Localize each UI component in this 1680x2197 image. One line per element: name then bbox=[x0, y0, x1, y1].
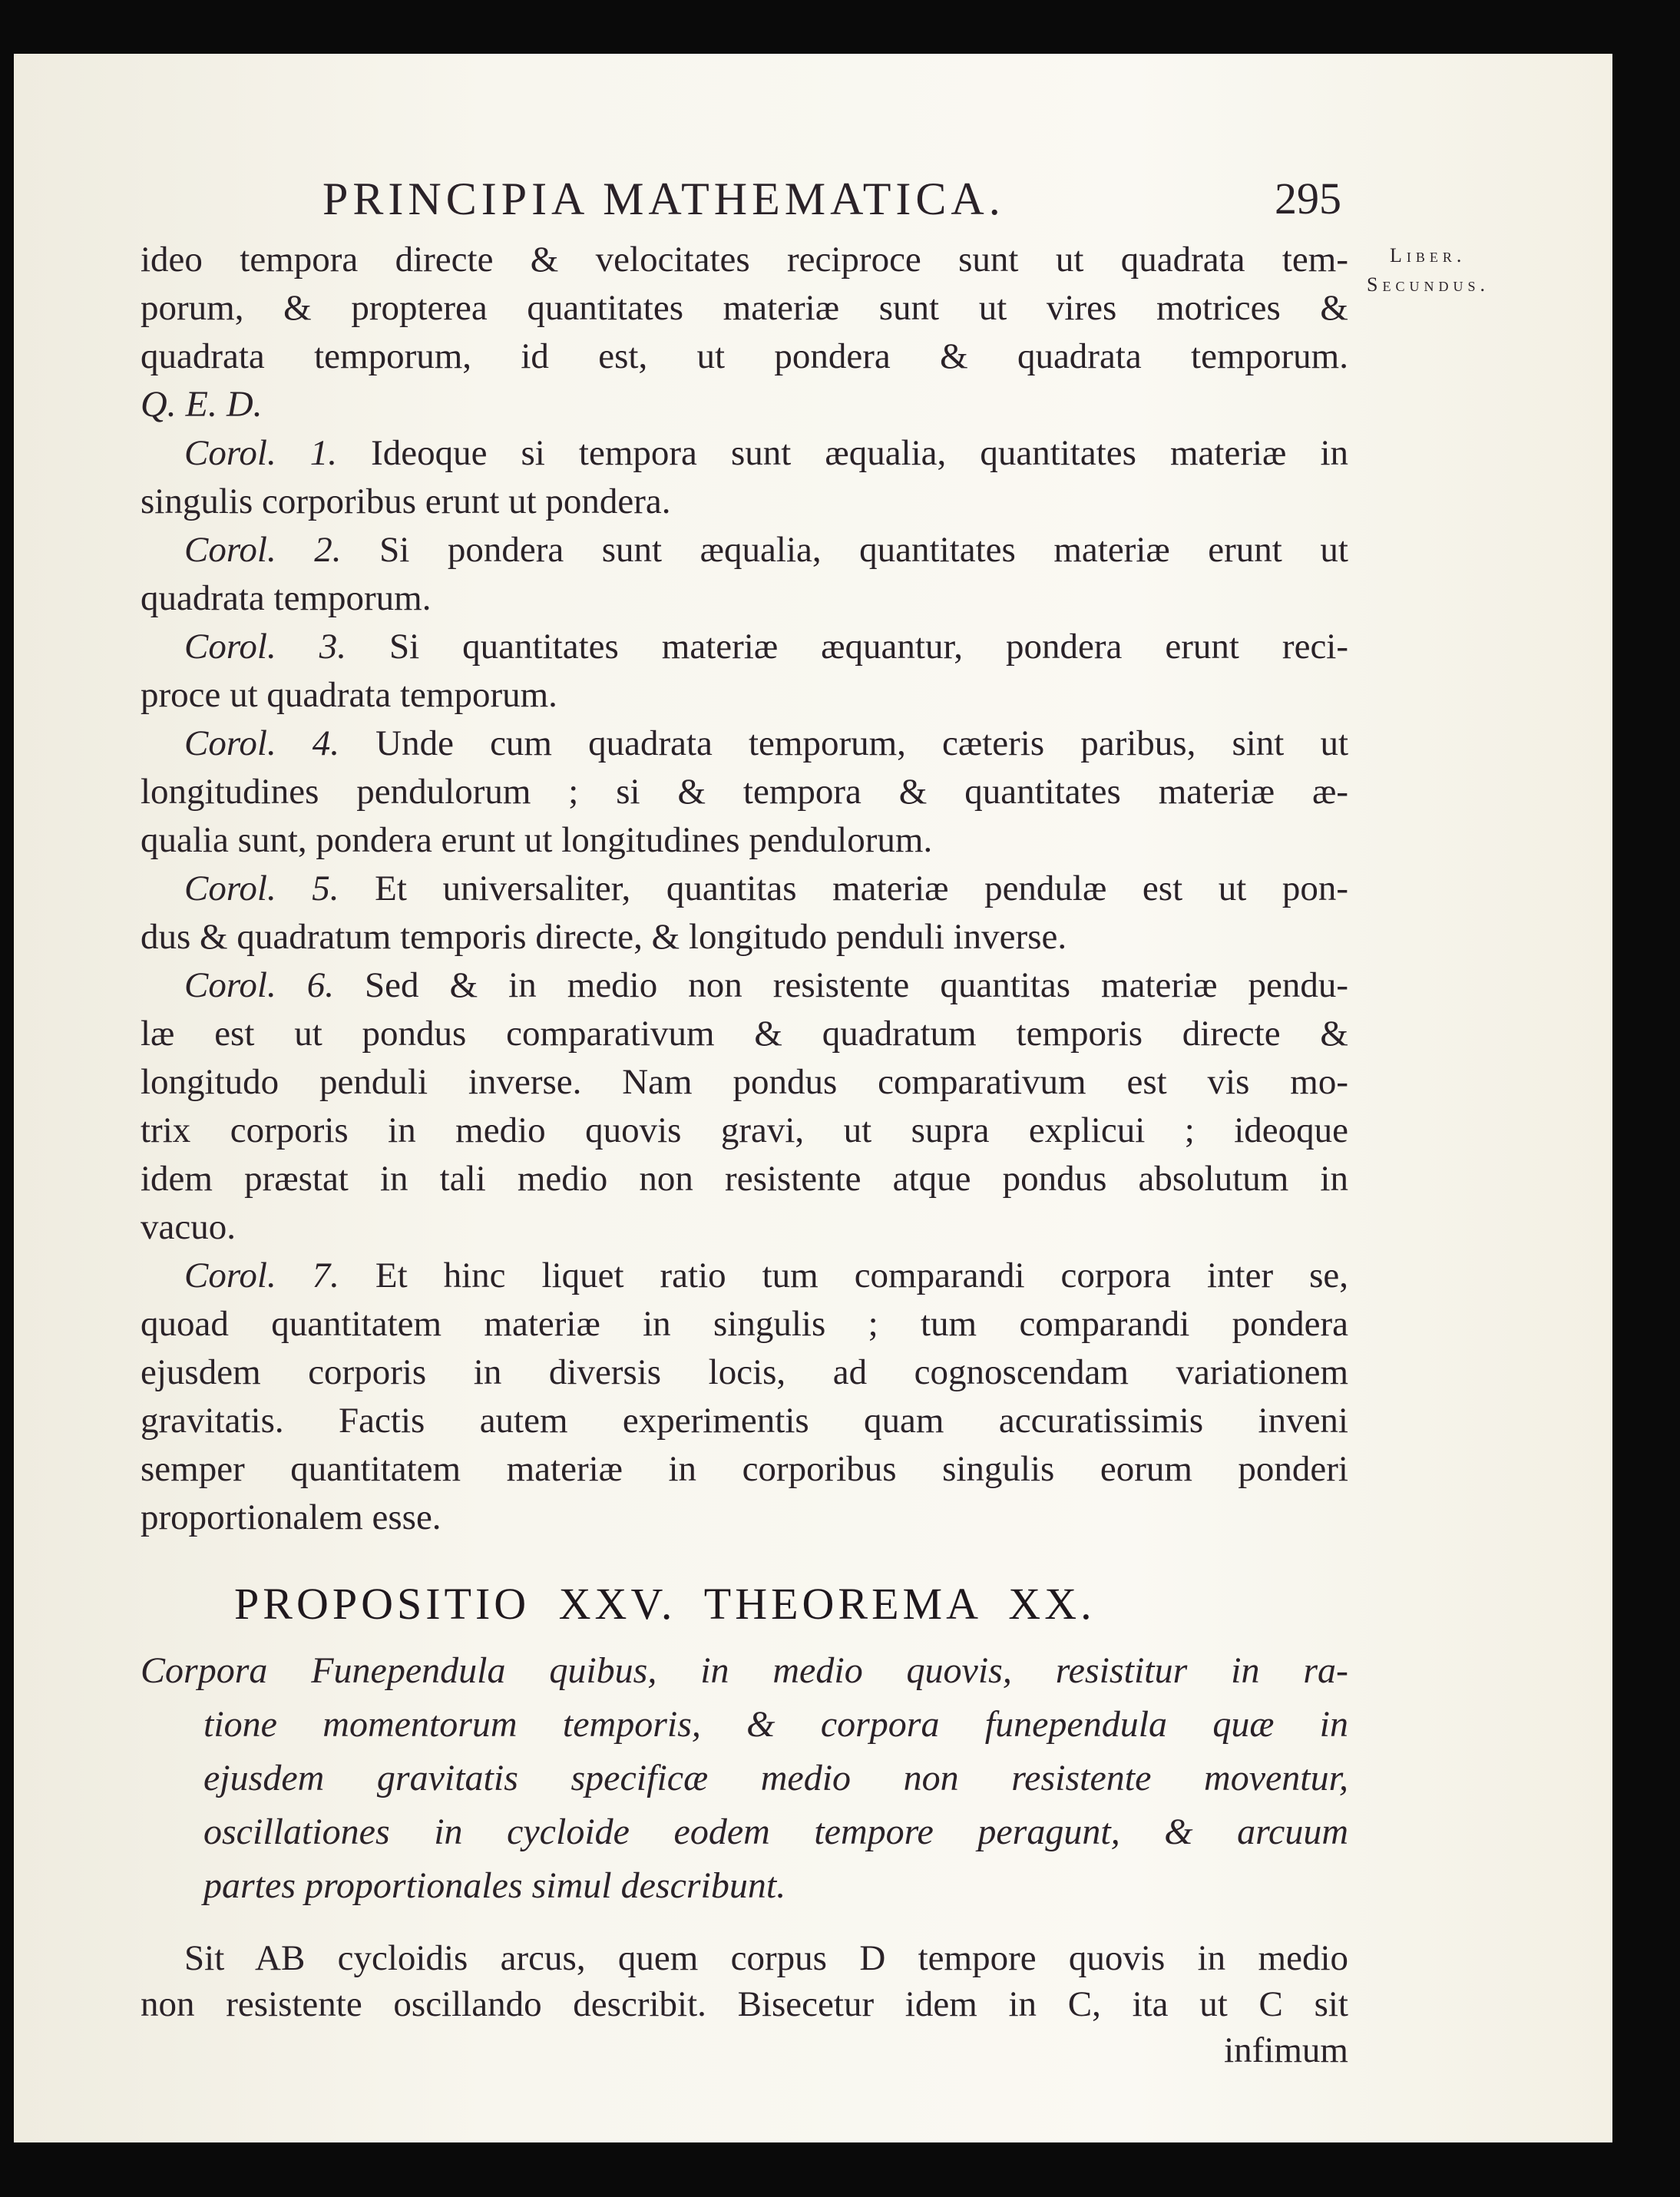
line-text: qualia sunt, pondera erunt ut longitudines pendulorum. bbox=[141, 820, 933, 860]
line-text: Sit AB cycloidis arcus, quem corpus D tempore quovis in medio bbox=[184, 1938, 1348, 1978]
line-text: dus & quadratum temporis directe, & longitudo penduli inverse. bbox=[141, 917, 1067, 957]
line-text: singulis corporibus erunt ut pondera. bbox=[141, 481, 671, 521]
text-line bbox=[141, 819, 1348, 862]
line-text: quadrata temporum, id est, ut pondera & quadrata temporum. bbox=[141, 336, 1348, 376]
margin-note-liber: Liber. bbox=[1390, 244, 1467, 266]
corollary-label: Corol. 4. bbox=[184, 723, 340, 763]
text-line bbox=[141, 480, 1348, 523]
corollary-label: Corol. 7. bbox=[184, 1256, 339, 1295]
line-text: Q. E. D. bbox=[141, 384, 263, 425]
text-line bbox=[184, 722, 1348, 765]
line-text: trix corporis in medio quovis gravi, ut supra explicui ; ideoque bbox=[141, 1110, 1348, 1150]
text-line bbox=[184, 964, 1348, 1007]
text-line bbox=[141, 238, 1348, 281]
line-text: Si quantitates materiæ æquantur, pondera erunt reci- bbox=[346, 627, 1349, 667]
line-text: tione momentorum temporis, & corpora funependula quæ in bbox=[203, 1704, 1348, 1745]
line-text: Sed & in medio non resistente quantitas materiæ pendu- bbox=[334, 965, 1349, 1005]
corollary-label: Corol. 3. bbox=[184, 627, 346, 667]
line-text: longitudines pendulorum ; si & tempora & quantitates materiæ æ- bbox=[141, 772, 1348, 812]
text-line bbox=[141, 1448, 1348, 1491]
text-line bbox=[141, 1206, 1348, 1249]
line-text: ideo tempora directe & velocitates reciproce sunt ut quadrata tem- bbox=[141, 240, 1348, 280]
line-text: vacuo. bbox=[141, 1207, 236, 1247]
line-text: ejusdem corporis in diversis locis, ad cognoscendam variationem bbox=[141, 1352, 1348, 1392]
text-line bbox=[141, 1351, 1348, 1394]
line-text: proce ut quadrata temporum. bbox=[141, 675, 557, 715]
line-text: Unde cum quadrata temporum, cæteris paribus, sint ut bbox=[339, 723, 1349, 763]
text-line bbox=[141, 286, 1348, 329]
corollary-label: Corol. 5. bbox=[184, 869, 339, 908]
corollary-label: Corol. 1. bbox=[184, 433, 338, 473]
text-line bbox=[141, 577, 1348, 620]
text-line bbox=[141, 2029, 1348, 2072]
text-line bbox=[184, 1254, 1348, 1297]
text-line bbox=[141, 1983, 1348, 2026]
text-line bbox=[184, 867, 1348, 910]
line-text: Ideoque si tempora sunt æqualia, quantitates materiæ in bbox=[337, 433, 1349, 473]
running-header-title: PRINCIPIA MATHEMATICA. bbox=[322, 174, 1005, 224]
text-line bbox=[141, 1302, 1348, 1345]
text-line bbox=[141, 1649, 1348, 1692]
text-line bbox=[141, 1157, 1348, 1200]
line-text: idem præstat in tali medio non resistente atque pondus absolutum in bbox=[141, 1159, 1348, 1199]
line-text: semper quantitatem materiæ in corporibus singulis eorum ponderi bbox=[141, 1449, 1348, 1489]
text-line bbox=[141, 335, 1348, 378]
line-text: ejusdem gravitatis specificæ medio non resistente moventur, bbox=[203, 1758, 1348, 1798]
line-text: læ est ut pondus comparativum & quadratum temporis directe & bbox=[141, 1014, 1348, 1054]
text-line bbox=[203, 1864, 1348, 1907]
line-text: partes proportionales simul describunt. bbox=[203, 1865, 786, 1906]
text-line bbox=[184, 528, 1348, 571]
text-line bbox=[203, 1757, 1348, 1800]
line-text: Et hinc liquet ratio tum comparandi corpora inter se, bbox=[339, 1256, 1348, 1295]
line-text: Si pondera sunt æqualia, quantitates materiæ erunt ut bbox=[341, 530, 1348, 570]
line-text: longitudo penduli inverse. Nam pondus comparativum est vis mo- bbox=[141, 1062, 1348, 1102]
line-text: proportionalem esse. bbox=[141, 1497, 441, 1537]
line-text: quadrata temporum. bbox=[141, 578, 432, 618]
line-text: gravitatis. Factis autem experimentis quam accuratissimis inveni bbox=[141, 1401, 1348, 1441]
text-line bbox=[203, 1703, 1348, 1746]
line-text: porum, & propterea quantitates materiæ sunt ut vires motrices & bbox=[141, 288, 1348, 328]
text-line bbox=[141, 915, 1348, 958]
margin-note-secundus: Secundus. bbox=[1367, 273, 1490, 296]
proposition-heading: PROPOSITIO XXV. THEOREMA XX. bbox=[234, 1579, 1096, 1629]
text-line bbox=[184, 1937, 1348, 1980]
line-text: non resistente oscillando describit. Bisecetur idem in C, ita ut C sit bbox=[141, 1984, 1348, 2024]
line-text: oscillationes in cycloide eodem tempore peragunt, & arcuum bbox=[203, 1812, 1348, 1852]
corollary-label: Corol. 6. bbox=[184, 965, 334, 1005]
text-line bbox=[141, 1496, 1348, 1539]
text-line bbox=[141, 383, 1348, 426]
text-line bbox=[141, 1012, 1348, 1055]
line-text: Corpora Funependula quibus, in medio quovis, resistitur in ra- bbox=[141, 1650, 1348, 1691]
text-line bbox=[184, 432, 1348, 475]
text-line bbox=[141, 1109, 1348, 1152]
text-line bbox=[203, 1811, 1348, 1854]
text-line bbox=[141, 673, 1348, 716]
text-line bbox=[184, 625, 1348, 668]
text-line bbox=[141, 1399, 1348, 1442]
page-number: 295 bbox=[1275, 174, 1341, 223]
line-text: Et universaliter, quantitas materiæ pendulæ est ut pon- bbox=[339, 869, 1348, 908]
line-text: infimum bbox=[1224, 2030, 1348, 2070]
text-line bbox=[141, 1060, 1348, 1103]
corollary-label: Corol. 2. bbox=[184, 530, 342, 570]
text-line bbox=[141, 770, 1348, 813]
line-text: quoad quantitatem materiæ in singulis ; tum comparandi pondera bbox=[141, 1304, 1348, 1344]
